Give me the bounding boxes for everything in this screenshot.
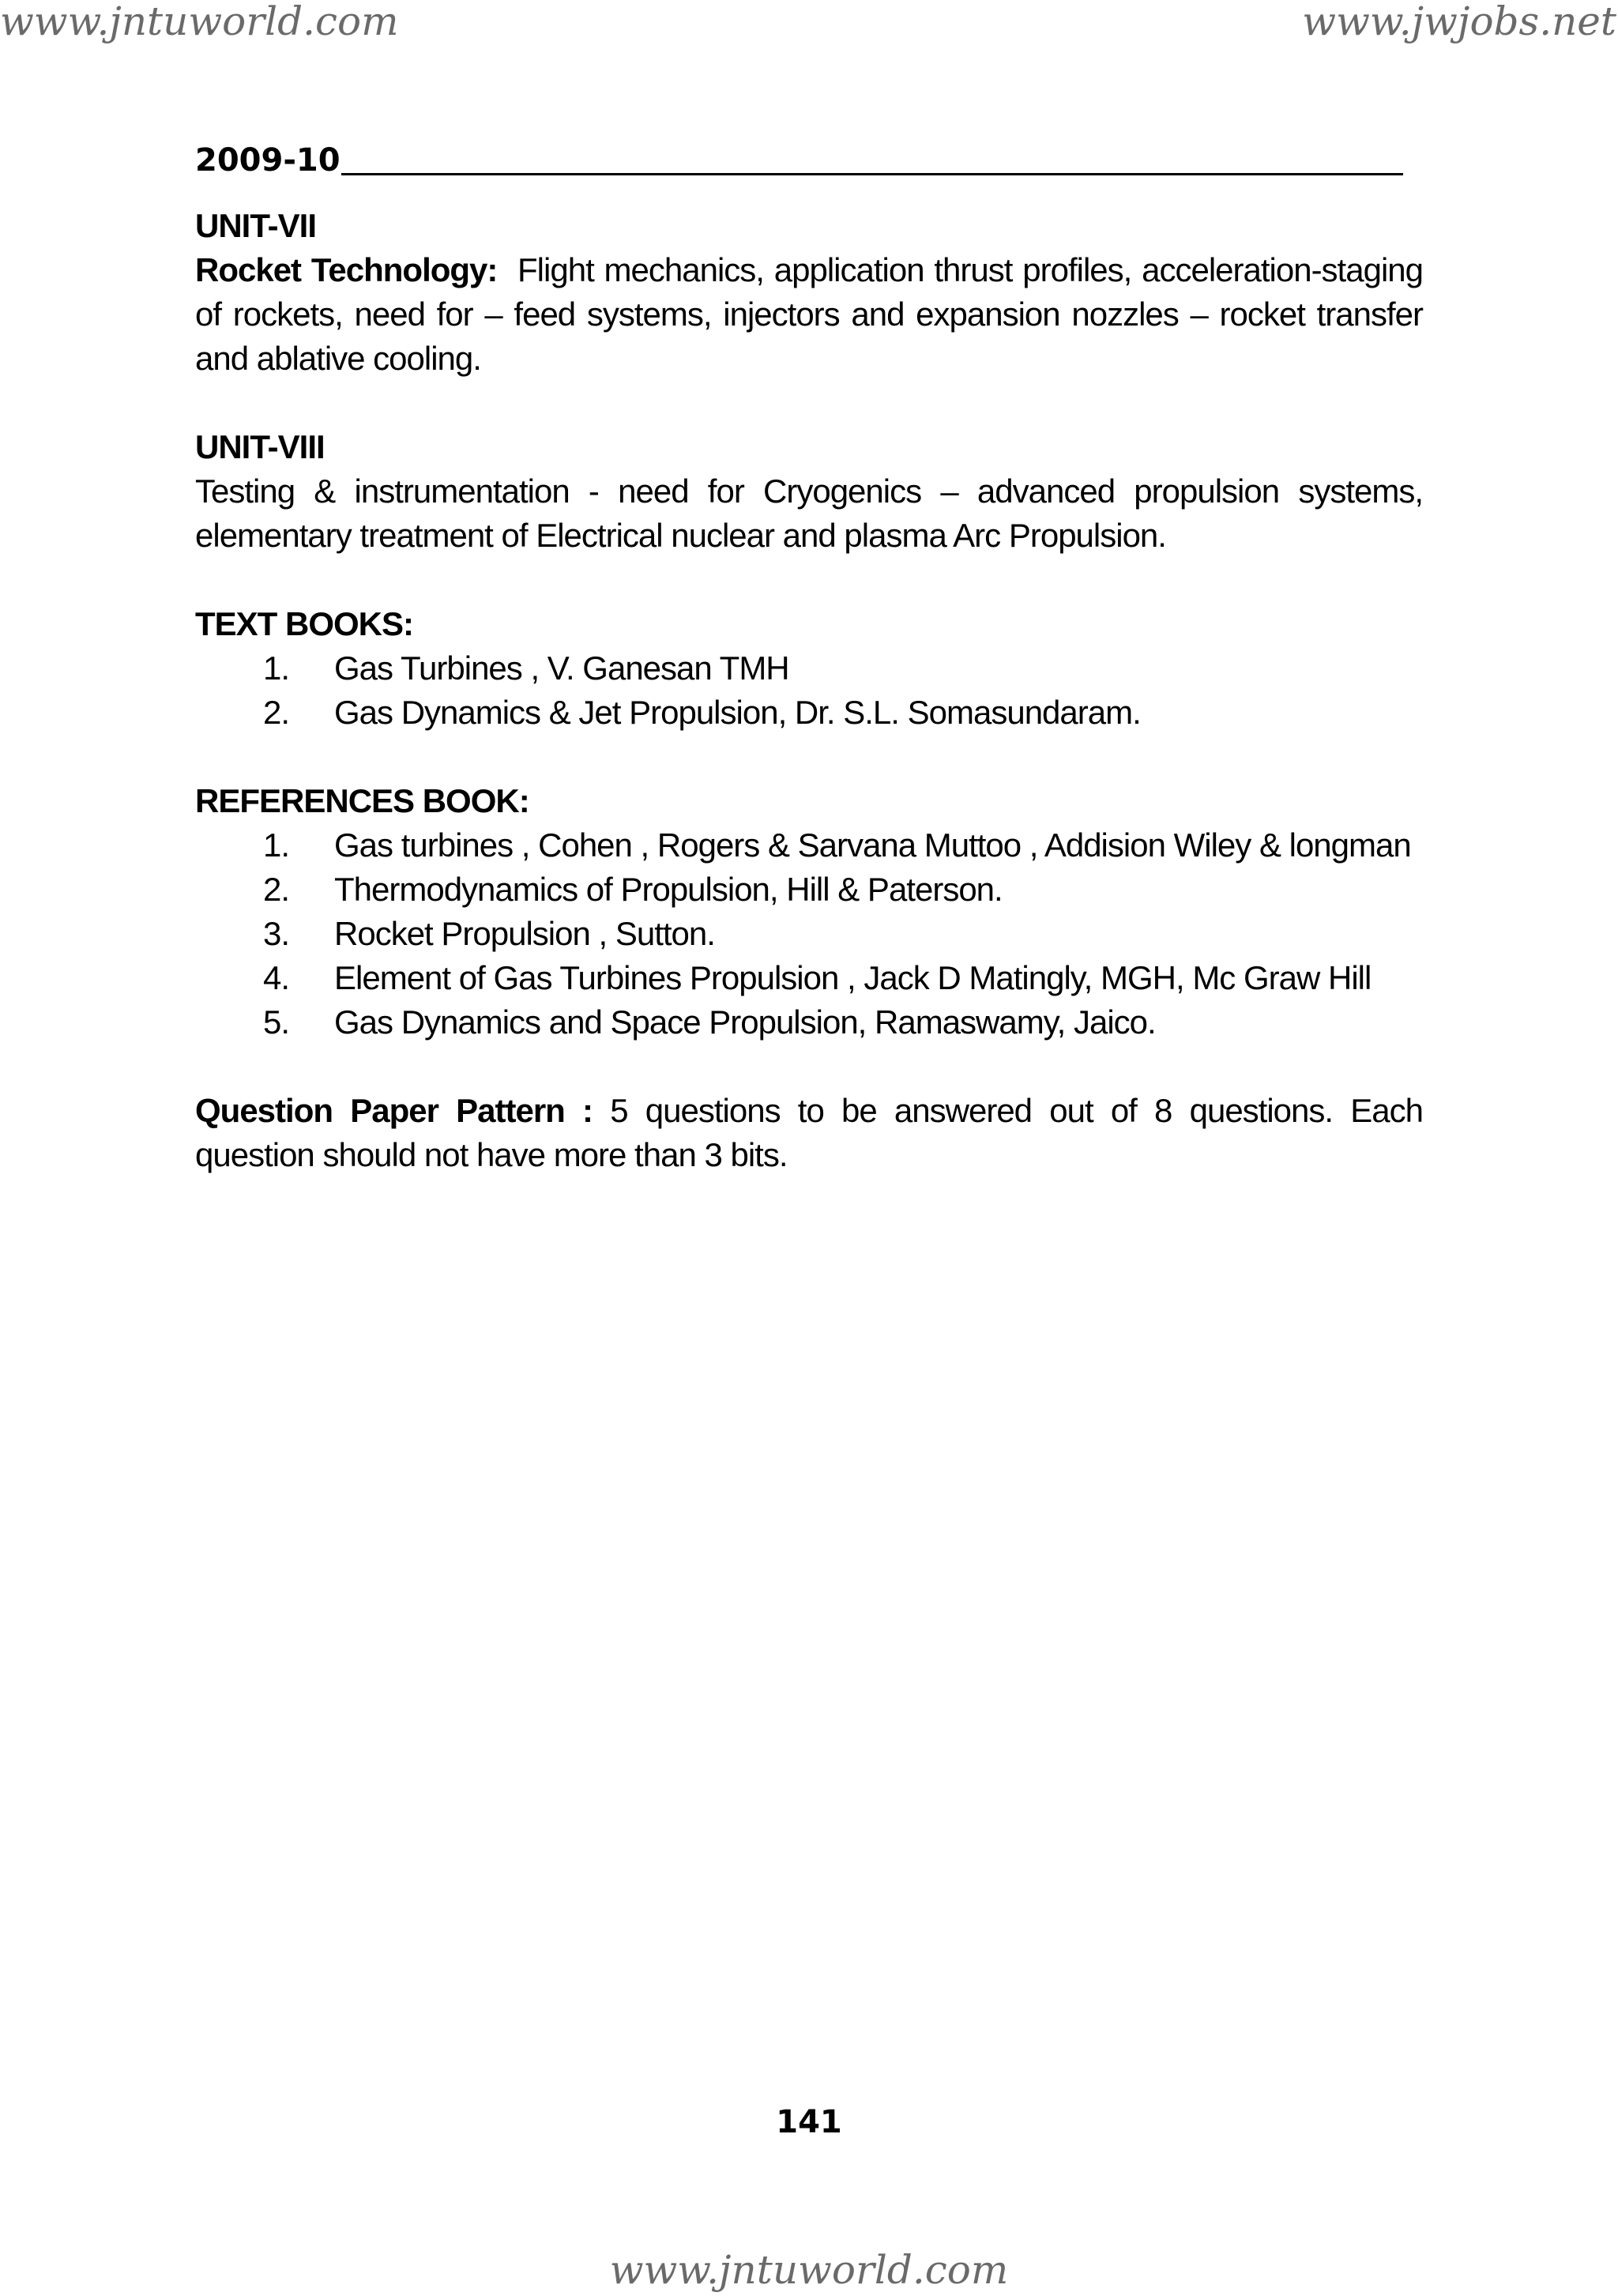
text-books-list — [195, 646, 1423, 735]
spacer — [195, 735, 1423, 779]
unit-7-body — [195, 248, 1423, 381]
list-item-number: 1. — [263, 649, 290, 687]
syllabus-content — [195, 204, 1423, 1177]
list-item-number: 1. — [263, 826, 290, 864]
spacer — [195, 381, 1423, 425]
list-item-text: Gas Dynamics and Space Propulsion, Ramaswamy, Jaico. — [334, 1003, 1156, 1041]
list-item — [195, 912, 1423, 956]
page-number: 141 — [776, 2104, 842, 2140]
unit-8-text: Testing & instrumentation - need for Cryogenics – advanced propulsion systems, elementary treatment of Electrical nuclear and plasma Arc Propulsion. — [195, 472, 1423, 554]
unit-7-lead: Rocket Technology: — [195, 251, 498, 288]
unit-7-title: UNIT-VII — [195, 207, 317, 244]
list-item-text: Gas Dynamics & Jet Propulsion, Dr. S.L. Somasundaram. — [334, 694, 1141, 731]
list-item — [195, 823, 1423, 868]
list-item-number: 4. — [263, 959, 290, 996]
list-item — [195, 646, 1423, 691]
watermark-bottom: www.jntuworld.com — [609, 2247, 1009, 2293]
unit-7-text: Flight mechanics, application thrust profiles, acceleration-staging of rockets, need for – feed systems, injectors and expansion nozzles – rocket transfer and ablative cooling. — [195, 251, 1423, 377]
list-item-text: Rocket Propulsion , Sutton. — [334, 915, 715, 952]
list-item-text: Gas Turbines , V. Ganesan TMH — [334, 649, 789, 687]
spacer — [195, 1044, 1423, 1089]
text-books-title: TEXT BOOKS: — [195, 605, 414, 642]
list-item — [195, 691, 1423, 735]
list-item — [195, 868, 1423, 912]
list-item-number: 3. — [263, 915, 290, 952]
spacer — [195, 558, 1423, 602]
header-rule — [341, 173, 1403, 175]
list-item — [195, 1000, 1423, 1044]
references-list — [195, 823, 1423, 1044]
watermark-top-right: www.jwjobs.net — [1302, 0, 1616, 44]
list-item-number: 5. — [263, 1003, 290, 1041]
watermark-top-left: www.jntuworld.com — [0, 0, 399, 44]
list-item-number: 2. — [263, 694, 290, 731]
list-item-text: Thermodynamics of Propulsion, Hill & Paterson. — [334, 871, 1003, 908]
question-pattern-text: 5 questions to be answered out of 8 questions. Each question should not have more than 3 bits. — [195, 1092, 1423, 1173]
list-item-text: Gas turbines , Cohen , Rogers & Sarvana Muttoo , Addision Wiley & longman — [334, 826, 1411, 864]
list-item — [195, 956, 1423, 1000]
unit-8-title: UNIT-VIII — [195, 428, 325, 465]
academic-year: 2009-10 — [195, 142, 341, 179]
question-pattern — [195, 1089, 1423, 1177]
list-item-text: Element of Gas Turbines Propulsion , Jack D Matingly, MGH, Mc Graw Hill — [334, 959, 1372, 996]
question-pattern-lead: Question Paper Pattern : — [195, 1092, 593, 1129]
list-item-number: 2. — [263, 871, 290, 908]
references-title: REFERENCES BOOK: — [195, 782, 529, 819]
